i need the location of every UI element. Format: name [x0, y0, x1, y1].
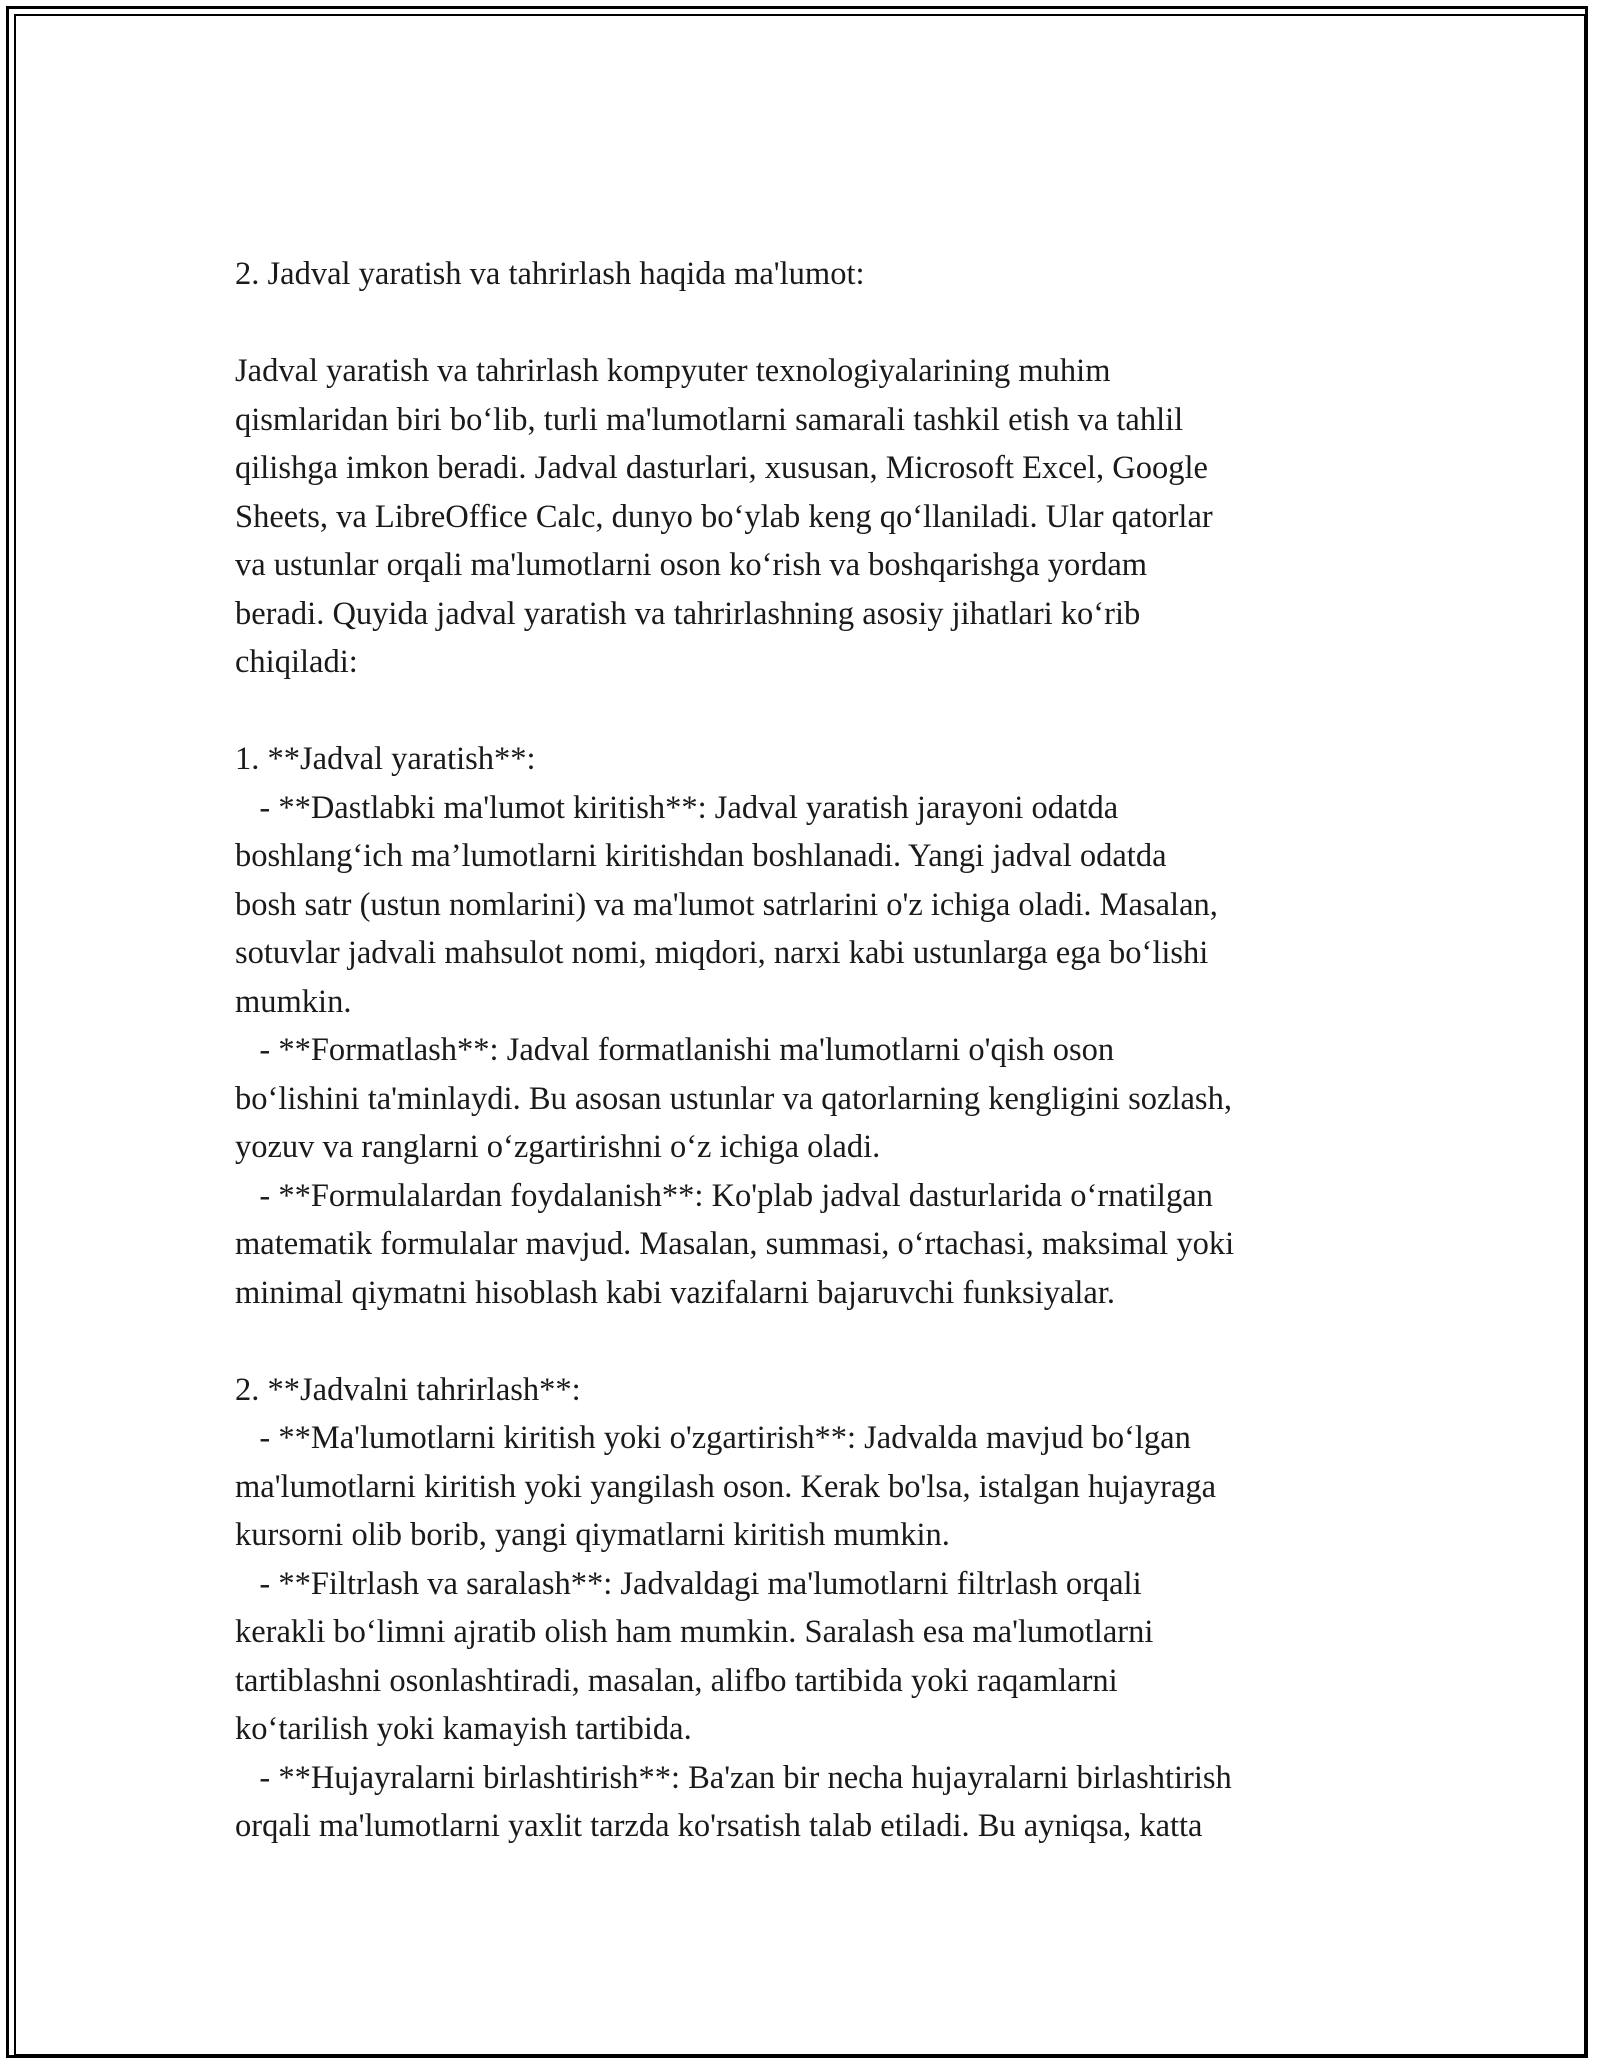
- document-line: - **Formulalardan foydalanish**: Ko'plab jadval dasturlarida o‘rnatilgan: [235, 1177, 1213, 1214]
- document-line: qilishga imkon beradi. Jadval dasturlari, xususan, Microsoft Excel, Google: [235, 450, 1208, 486]
- document-line: - **Hujayralarni birlashtirish**: Ba'zan bir necha hujayralarni birlashtirish: [235, 1759, 1232, 1796]
- document-line: mumkin.: [235, 983, 352, 1020]
- document-line: boshlang‘ich ma’lumotlarni kiritishdan boshlanadi. Yangi jadval odatda: [235, 838, 1167, 874]
- document-line: 2. Jadval yaratish va tahrirlash haqida ma'lumot:: [235, 256, 865, 292]
- document-line: minimal qiymatni hisoblash kabi vazifalarni bajaruvchi funksiyalar.: [235, 1274, 1115, 1311]
- document-line: [235, 1317, 1385, 1366]
- document-line: bosh satr (ustun nomlarini) va ma'lumot satrlarini o'z ichiga oladi. Masalan,: [235, 886, 1218, 923]
- document-line: - **Formatlash**: Jadval formatlanishi ma'lumotlarni o'qish oson: [235, 1032, 1115, 1068]
- document-line: kerakli bo‘limni ajratib olish ham mumkin. Saralash esa ma'lumotlarni: [235, 1614, 1154, 1650]
- document-line: [235, 299, 1385, 348]
- document-line: kursorni olib borib, yangi qiymatlarni kiritish mumkin.: [235, 1517, 950, 1553]
- document-body: [235, 250, 1385, 1851]
- document-line: - **Filtrlash va saralash**: Jadvaldagi ma'lumotlarni filtrlash orqali: [235, 1565, 1142, 1602]
- document-line: chiqiladi:: [235, 644, 358, 680]
- document-line: Jadval yaratish va tahrirlash kompyuter texnologiyalarining muhim: [235, 353, 1111, 389]
- document-line: va ustunlar orqali ma'lumotlarni oson ko‘rish va boshqarishga yordam: [235, 547, 1148, 583]
- document-line: ma'lumotlarni kiritish yoki yangilash oson. Kerak bo'lsa, istalgan hujayraga: [235, 1468, 1217, 1505]
- document-line: [235, 687, 1385, 736]
- document-line: 2. **Jadvalni tahrirlash**:: [235, 1371, 581, 1408]
- document-line: beradi. Quyida jadval yaratish va tahrirlashning asosiy jihatlari ko‘rib: [235, 595, 1141, 632]
- document-line: bo‘lishini ta'minlaydi. Bu asosan ustunlar va qatorlarning kengligini sozlash,: [235, 1080, 1232, 1117]
- document-line: tartiblashni osonlashtiradi, masalan, alifbo tartibida yoki raqamlarni: [235, 1662, 1118, 1699]
- document-line: Sheets, va LibreOffice Calc, dunyo bo‘ylab keng qo‘llaniladi. Ular qatorlar: [235, 498, 1213, 535]
- document-line: 1. **Jadval yaratish**:: [235, 741, 536, 777]
- document-line: qismlaridan biri bo‘lib, turli ma'lumotlarni samarali tashkil etish va tahlil: [235, 401, 1184, 438]
- document-line: yozuv va ranglarni o‘zgartirishni o‘z ichiga oladi.: [235, 1129, 881, 1165]
- document-line: - **Ma'lumotlarni kiritish yoki o'zgartirish**: Jadvalda mavjud bo‘lgan: [235, 1420, 1191, 1456]
- document-line: - **Dastlabki ma'lumot kiritish**: Jadval yaratish jarayoni odatda: [235, 789, 1119, 826]
- document-line: matematik formulalar mavjud. Masalan, summasi, o‘rtachasi, maksimal yoki: [235, 1226, 1235, 1262]
- document-line: orqali ma'lumotlarni yaxlit tarzda ko'rsatish talab etiladi. Bu ayniqsa, katta: [235, 1808, 1203, 1844]
- document-line: sotuvlar jadvali mahsulot nomi, miqdori, narxi kabi ustunlarga ega bo‘lishi: [235, 935, 1209, 971]
- document-line: ko‘tarilish yoki kamayish tartibida.: [235, 1711, 692, 1747]
